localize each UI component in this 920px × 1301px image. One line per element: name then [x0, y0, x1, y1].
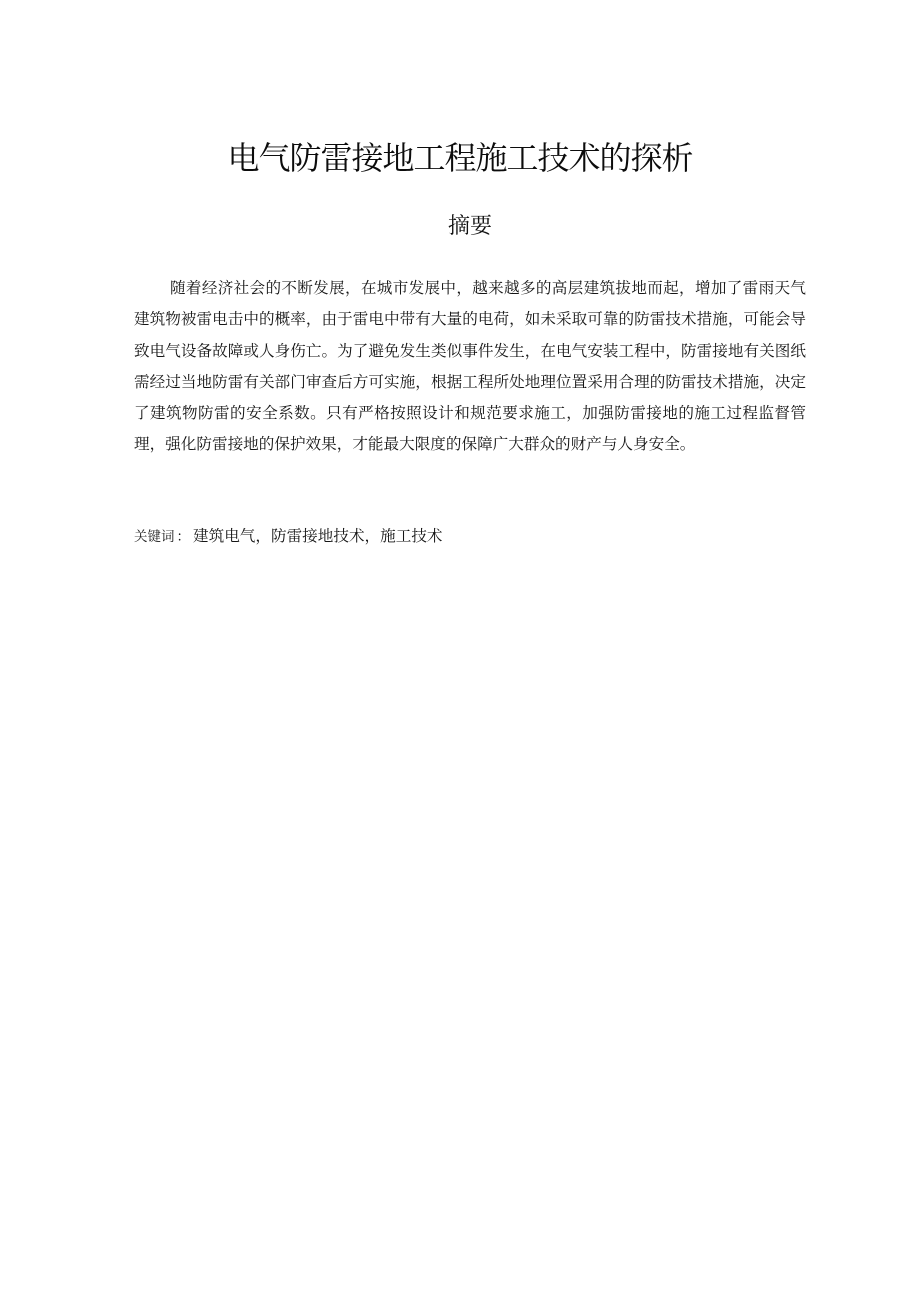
keywords-line	[134, 522, 806, 551]
abstract-paragraph: 随着经济社会的不断发展，在城市发展中，越来越多的高层建筑拔地而起，增加了雷雨天气建筑物被雷电击中的概率，由于雷电中带有大量的电荷，如未采取可靠的防雷技术措施，可能会导致电气设备故障或人身伤亡。为了避免发生类似事件发生，在电气安装工程中，防雷接地有关图纸需经过当地防雷有关部门审查后方可实施，根据工程所处地理位置采用合理的防雷技术措施，决定了建筑物防雷的安全系数。只有严格按照设计和规范要求施工，加强防雷接地的施工过程监督管理，强化防雷接地的保护效果，才能最大限度的保障广大群众的财产与人身安全。	[134, 279, 806, 454]
document-title: 电气防雷接地工程施工技术的探析	[227, 139, 693, 177]
keywords-value: 建筑电气，防雷接地技术，施工技术	[193, 527, 443, 545]
keywords-separator: ：	[176, 529, 190, 545]
abstract-heading: 摘要	[447, 214, 492, 239]
keywords-label: 关键词	[134, 529, 175, 545]
